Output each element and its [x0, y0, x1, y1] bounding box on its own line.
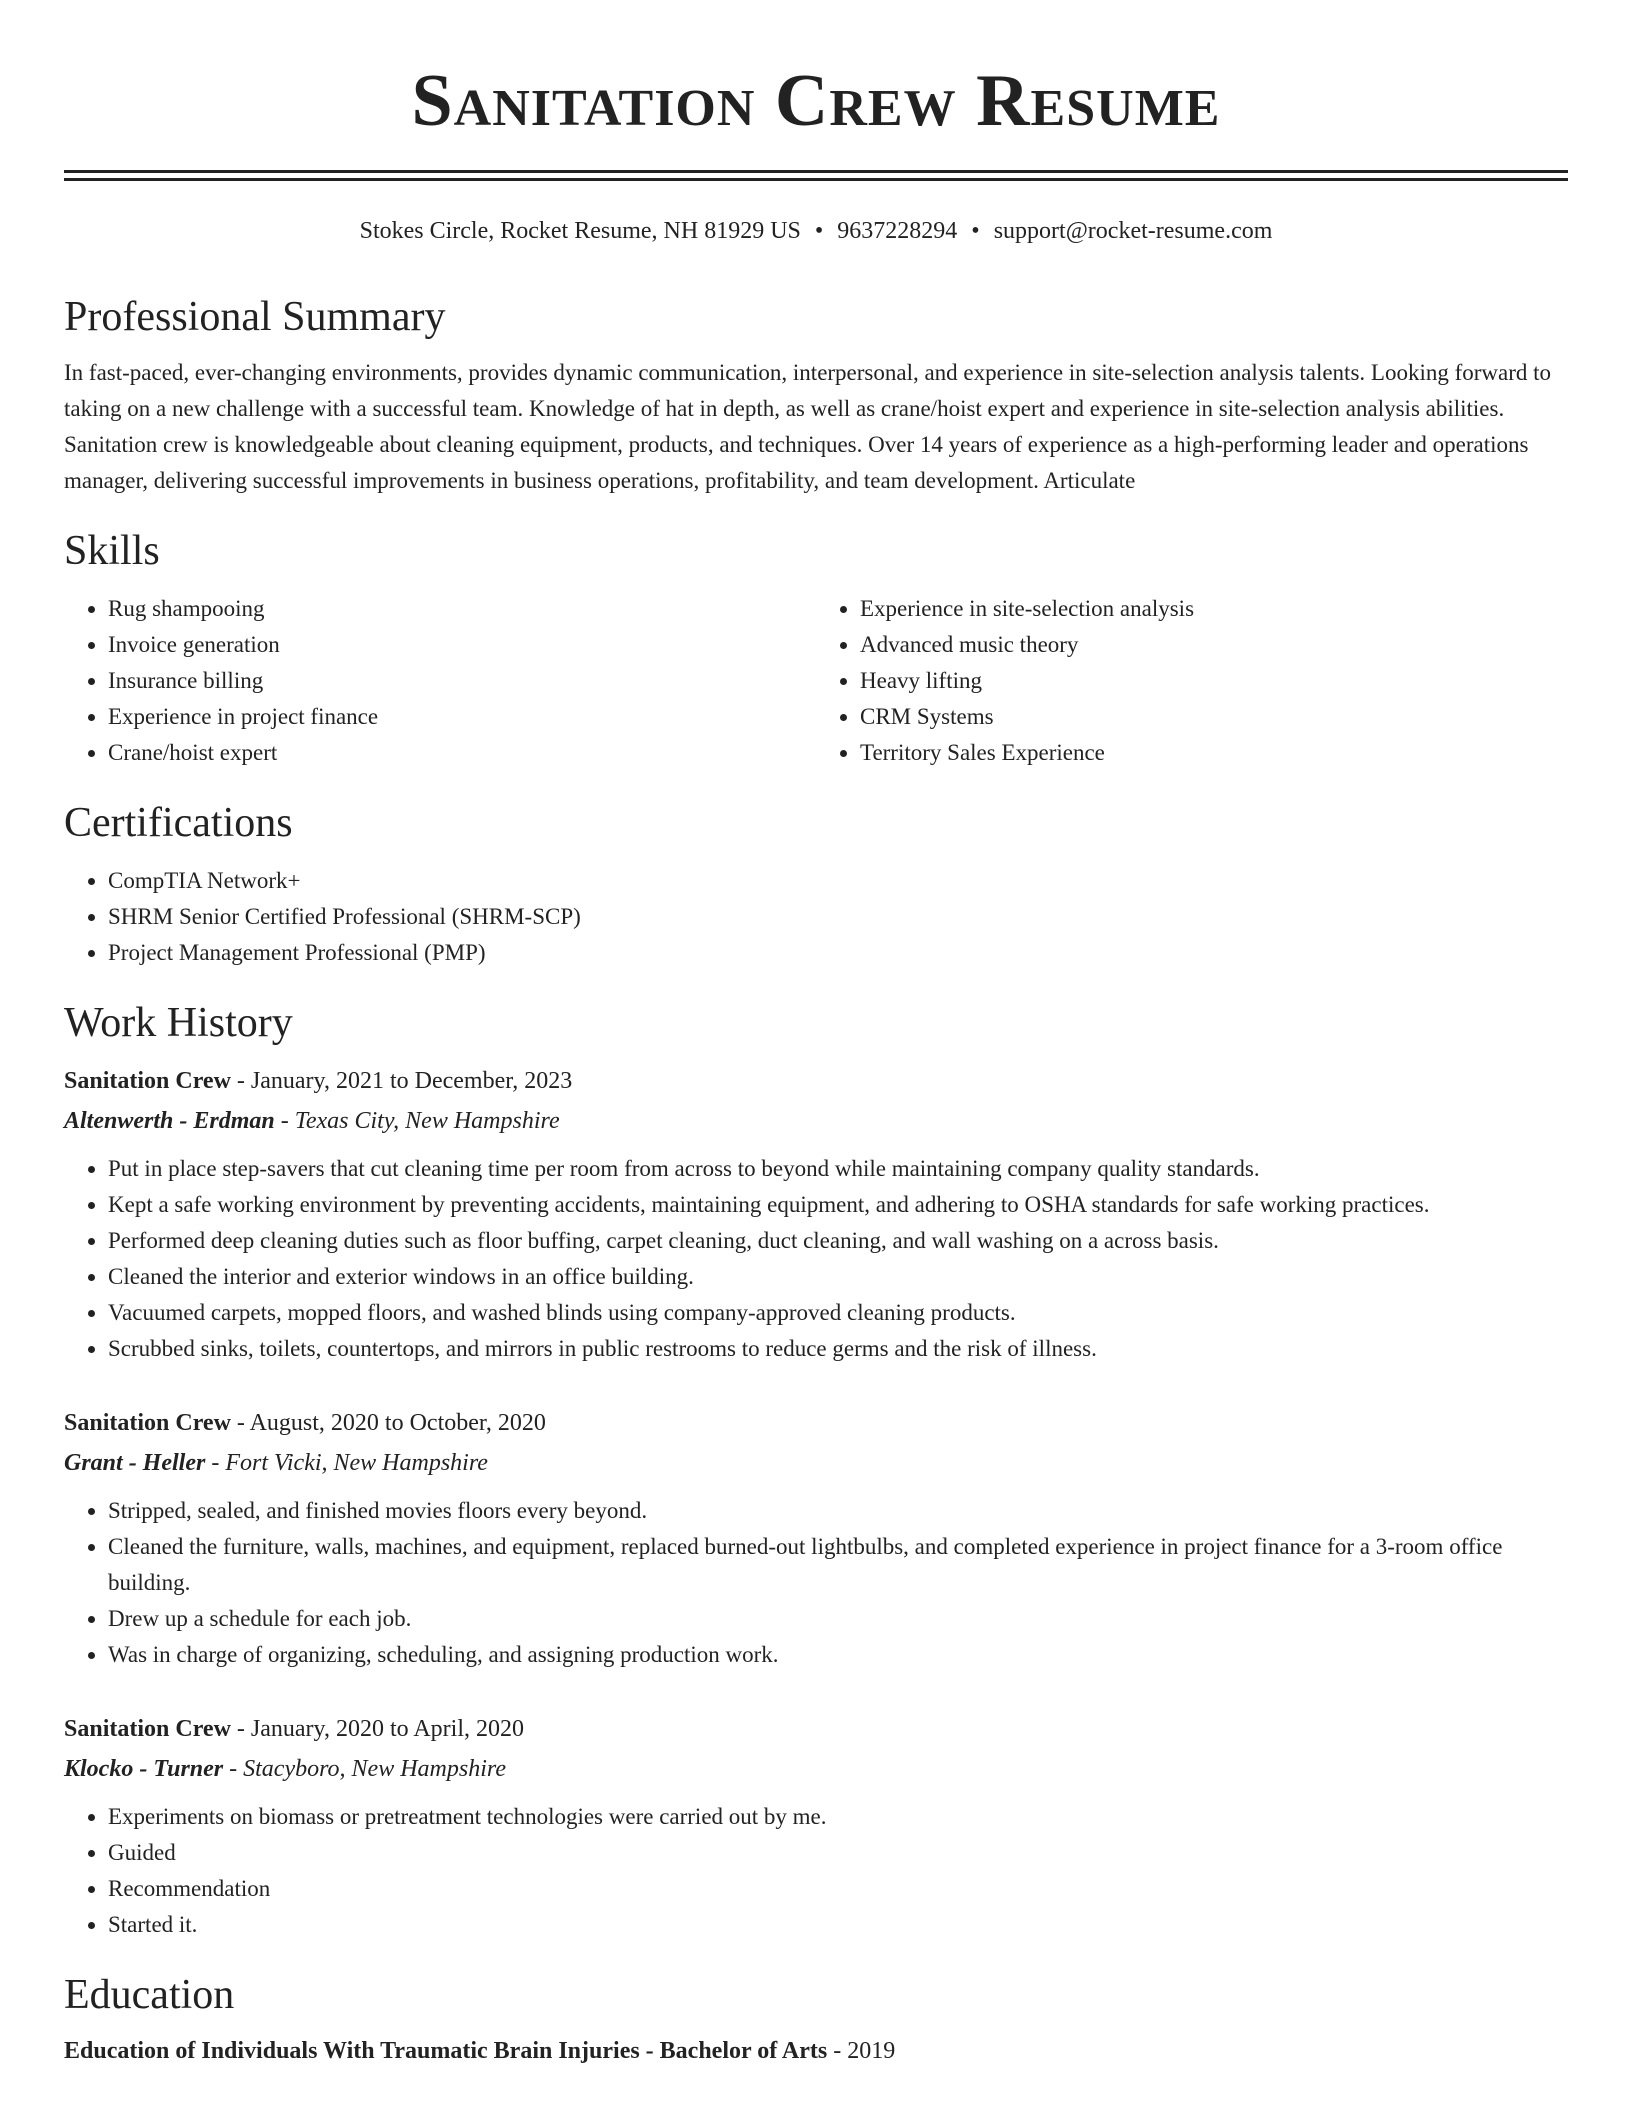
job-bullet: • Scrubbed sinks, toilets, countertops, and mirrors in public restrooms to reduce germs and the risk of illness. [108, 1331, 1568, 1367]
job-location: - Fort Vicki, New Hampshire [205, 1450, 488, 1476]
education-year: - 2019 [827, 2038, 896, 2064]
job-bullets [64, 1493, 1568, 1673]
job-title-line [64, 1061, 1568, 1101]
job-title: Sanitation Crew [64, 1068, 231, 1094]
job-company: Klocko - Turner [64, 1756, 224, 1782]
skill-item: • Experience in site-selection analysis [860, 591, 1568, 627]
job-bullet: • Stripped, sealed, and finished movies floors every beyond. [108, 1493, 1568, 1529]
skill-item: • CRM Systems [860, 699, 1568, 735]
skill-item: • Invoice generation [108, 627, 816, 663]
skill-item: • Rug shampooing [108, 591, 816, 627]
job-bullet: • Recommendation [108, 1871, 1568, 1907]
job-location: - Stacyboro, New Hampshire [223, 1756, 506, 1782]
job-entry [64, 1061, 1568, 1367]
contact-phone: 9637228294 [837, 218, 958, 244]
job-entry [64, 1709, 1568, 1943]
job-bullet: • Put in place step-savers that cut cleaning time per room from across to beyond while maintaining company quality standards. [108, 1151, 1568, 1187]
certification-item: • SHRM Senior Certified Professional (SHRM-SCP) [108, 899, 1568, 935]
contact-separator: • [971, 218, 980, 244]
title-divider-secondary [64, 178, 1568, 181]
contact-email: support@rocket-resume.com [993, 218, 1273, 244]
skills-column-left [64, 591, 816, 771]
contact-line [64, 215, 1568, 247]
work-history-heading: Work History [64, 1000, 293, 1046]
contact-address: Stokes Circle, Rocket Resume, NH 81929 US [359, 218, 801, 244]
summary-heading: Professional Summary [64, 294, 446, 340]
resume-title: Sanitation Crew Resume [411, 60, 1221, 142]
certifications-heading: Certifications [64, 800, 293, 846]
skill-item: • Advanced music theory [860, 627, 1568, 663]
job-bullet: • Started it. [108, 1907, 1568, 1943]
education-heading: Education [64, 1972, 235, 2018]
job-bullets [64, 1799, 1568, 1943]
contact-separator: • [814, 218, 824, 244]
job-bullet: • Guided [108, 1835, 1568, 1871]
skills-heading: Skills [64, 528, 160, 574]
education-degree: Education of Individuals With Traumatic Brain Injuries - Bachelor of Arts [64, 2038, 828, 2064]
job-bullet: • Cleaned the interior and exterior windows in an office building. [108, 1259, 1568, 1295]
job-bullet: • Drew up a schedule for each job. [108, 1601, 1568, 1637]
job-bullet: • Kept a safe working environment by preventing accidents, maintaining equipment, and adhering to OSHA standards for safe working practices. [108, 1187, 1568, 1223]
certification-item: • Project Management Professional (PMP) [108, 935, 1568, 971]
job-dates: - January, 2020 to April, 2020 [230, 1716, 524, 1742]
job-bullet: • Performed deep cleaning duties such as floor buffing, carpet cleaning, duct cleaning, and wall washing on a across basis. [108, 1223, 1568, 1259]
skill-item: • Territory Sales Experience [860, 735, 1568, 771]
certifications-list [64, 863, 1568, 971]
education-entry [64, 2031, 1568, 2071]
job-bullet: • Vacuumed carpets, mopped floors, and washed blinds using company-approved cleaning products. [108, 1295, 1568, 1331]
job-bullet: • Cleaned the furniture, walls, machines, and equipment, replaced burned-out lightbulbs, and completed experience in project finance for a 3-room office building. [108, 1529, 1568, 1601]
job-bullets [64, 1151, 1568, 1367]
job-dates: - August, 2020 to October, 2020 [230, 1410, 546, 1436]
skills-column-right [816, 591, 1568, 771]
job-bullet: • Was in charge of organizing, scheduling, and assigning production work. [108, 1637, 1568, 1673]
certification-item: • CompTIA Network+ [108, 863, 1568, 899]
job-title: Sanitation Crew [64, 1716, 231, 1742]
job-entry [64, 1403, 1568, 1673]
summary-text: In fast-paced, ever-changing environments, provides dynamic communication, interpersonal, and experience in site-selection analysis talents. Looking forward to taking on a new challenge with a successful team. Knowledge of hat in depth, as well as crane/hoist expert and experience in site-selection analysis abilities. Sanitation crew is knowledgeable about cleaning equipment, products, and techniques. Over 14 years of experience as a high-performing leader and operations manager, delivering successful improvements in business operations, profitability, and team development. Articulate [64, 360, 1552, 493]
job-dates: - January, 2021 to December, 2023 [230, 1068, 573, 1094]
job-company-line [64, 1443, 1568, 1483]
job-company: Altenwerth - Erdman [64, 1108, 275, 1134]
title-divider [64, 170, 1568, 173]
skill-item: • Experience in project finance [108, 699, 816, 735]
job-title-line [64, 1709, 1568, 1749]
skills-list [64, 591, 1568, 771]
job-title-line [64, 1403, 1568, 1443]
job-company-line [64, 1749, 1568, 1789]
job-bullet: • Experiments on biomass or pretreatment technologies were carried out by me. [108, 1799, 1568, 1835]
skill-item: • Heavy lifting [860, 663, 1568, 699]
job-location: - Texas City, New Hampshire [274, 1108, 560, 1134]
job-company-line [64, 1101, 1568, 1141]
job-company: Grant - Heller [64, 1450, 206, 1476]
skill-item: • Insurance billing [108, 663, 816, 699]
skill-item: • Crane/hoist expert [108, 735, 816, 771]
job-title: Sanitation Crew [64, 1410, 231, 1436]
